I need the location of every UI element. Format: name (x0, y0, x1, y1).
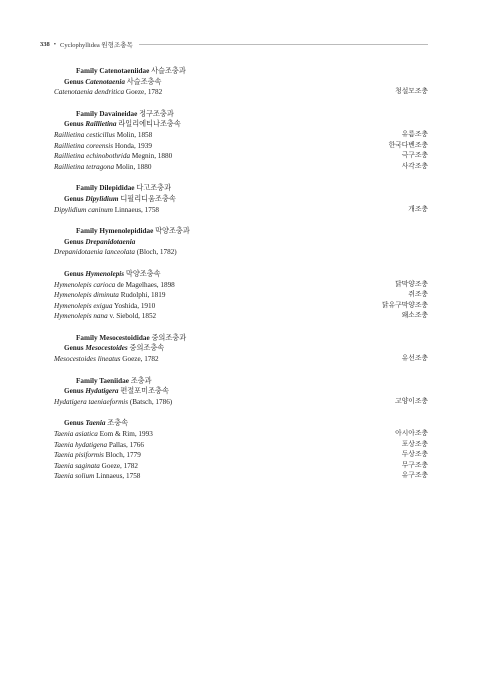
family-korean: 다고조충과 (136, 184, 172, 193)
species-author: Eom & Rim, 1993 (97, 430, 153, 439)
species-author: Honda, 1939 (113, 141, 152, 150)
species-common-name: 닭유구막양조충 (382, 301, 428, 309)
species-common-name: 극구조충 (401, 152, 428, 160)
family-heading (54, 333, 428, 344)
species-name (54, 280, 175, 291)
species-author: Molin, 1880 (114, 162, 152, 171)
genus-latin: Hymenolepis (85, 269, 125, 278)
species-common-name: 유름조충 (401, 130, 428, 138)
family-korean: 중의조충과 (151, 333, 187, 342)
genus-prefix: Genus (64, 237, 84, 246)
species-entry (54, 311, 428, 322)
species-name (54, 461, 138, 472)
family-heading (54, 66, 428, 77)
species-latin: Catenotaenia dendritica (54, 88, 125, 97)
species-latin: Taenia solium (54, 472, 95, 481)
species-author: Yoshida, 1910 (112, 301, 156, 310)
species-latin: Raillietina echinobothrida (54, 152, 131, 161)
species-latin: Dipylidium caninum (54, 205, 113, 214)
species-entry (54, 450, 428, 461)
family-latin: Family Taeniidae (76, 376, 129, 385)
family-latin: Family Davaineidae (76, 109, 138, 118)
species-entry (54, 290, 428, 301)
genus-prefix: Genus (64, 387, 84, 396)
family-latin: Family Mesocestoididae (76, 333, 150, 342)
species-entry (54, 280, 428, 291)
species-entry (54, 440, 428, 451)
species-common-name: 개조충 (408, 205, 428, 213)
genus-prefix: Genus (64, 77, 84, 86)
species-name (54, 141, 152, 152)
species-latin: Taenia pisiformis (54, 451, 104, 460)
species-name (54, 354, 159, 365)
species-author: Bloch, 1779 (103, 451, 141, 460)
species-latin: Taenia saginata (54, 461, 100, 470)
species-name (54, 162, 151, 173)
species-name (54, 87, 162, 98)
genus-korean: 조충속 (107, 419, 129, 428)
genus-latin: Taenia (85, 419, 106, 428)
species-latin: Hymenolepis exigua (54, 301, 113, 310)
species-author: (Bloch, 1782) (134, 248, 177, 257)
taxon-group (54, 226, 428, 258)
header-title: Cyclophyllidea 원형조충목 (60, 42, 133, 49)
species-latin: Raillietina tetragona (54, 162, 115, 171)
species-author: (Batsch, 1786) (128, 397, 173, 406)
species-entry (54, 429, 428, 440)
genus-latin: Hydatigera (85, 387, 119, 396)
species-common-name: 유선조충 (401, 355, 428, 363)
genus-latin: Raillietina (85, 120, 117, 129)
family-korean: 막양조충과 (155, 227, 190, 236)
genus-prefix: Genus (64, 120, 84, 129)
species-author: Linnaeus, 1758 (112, 205, 160, 214)
species-author: Goeze, 1782 (99, 461, 138, 470)
taxonomy-list (54, 66, 428, 493)
species-latin: Taenia asiatica (54, 430, 98, 439)
species-name (54, 397, 172, 408)
species-author: Molin, 1858 (114, 130, 153, 139)
genus-korean: 라일리에티나조충속 (118, 120, 181, 129)
species-author: Megnin, 1880 (130, 152, 173, 161)
genus-latin: Dipylidium (85, 194, 119, 203)
family-heading (54, 376, 428, 387)
family-korean: 정구조충과 (139, 109, 174, 118)
species-common-name: 고양이조충 (395, 397, 428, 405)
genus-korean: 중의조충속 (129, 344, 165, 353)
species-common-name: 왜소조충 (401, 312, 428, 320)
species-latin: Raillietina coreensis (54, 141, 114, 150)
species-name (54, 247, 177, 258)
genus-prefix: Genus (64, 419, 84, 428)
species-entry (54, 301, 428, 312)
genus-heading (54, 194, 428, 205)
species-common-name: 쥐조충 (408, 291, 428, 299)
species-entry (54, 471, 428, 482)
species-entry (54, 162, 428, 173)
species-author: Goeze, 1782 (120, 355, 159, 364)
species-latin: Hymenolepis carioca (54, 280, 116, 289)
taxon-group (54, 418, 428, 482)
species-name (54, 151, 172, 162)
genus-heading (54, 269, 428, 280)
species-common-name: 청설모조충 (395, 88, 428, 96)
taxon-group (54, 66, 428, 98)
species-author: v. Siebold, 1852 (107, 312, 157, 321)
genus-prefix: Genus (64, 269, 84, 278)
species-entry (54, 205, 428, 216)
genus-heading (54, 237, 428, 248)
species-author: de Magelhaes, 1898 (115, 280, 175, 289)
genus-prefix: Genus (64, 194, 84, 203)
genus-prefix: Genus (64, 344, 84, 353)
family-latin: Family Dilepididae (76, 184, 135, 193)
species-latin: Taenia hydatigena (54, 440, 108, 449)
family-korean: 사슬조충과 (151, 67, 186, 75)
family-korean: 조충과 (130, 376, 152, 385)
species-common-name: 한국다벤조충 (388, 141, 428, 149)
species-name (54, 429, 153, 440)
species-entry (54, 87, 428, 98)
species-latin: Drepanidotaenia lanceolata (54, 248, 135, 257)
genus-korean: 편절포미조충속 (120, 387, 169, 396)
species-common-name: 닭막양조충 (395, 280, 428, 288)
family-latin: Family Catenotaeniidae (76, 67, 150, 75)
species-latin: Hymenolepis nana (54, 312, 108, 321)
species-name (54, 440, 144, 451)
species-entry (54, 397, 428, 408)
genus-heading (54, 77, 428, 88)
species-author: Goeze, 1782 (124, 88, 163, 97)
species-latin: Hymenolepis diminuta (54, 291, 119, 300)
genus-heading (54, 418, 428, 429)
header-rule (139, 44, 428, 45)
species-common-name: 아시아조충 (395, 430, 428, 438)
species-name (54, 450, 141, 461)
species-entry (54, 354, 428, 365)
genus-korean: 사슬조충속 (126, 77, 162, 86)
page-number: 338 (40, 41, 50, 48)
species-name (54, 130, 152, 141)
species-name (54, 471, 140, 482)
species-name (54, 311, 156, 322)
species-latin: Mesocestoides lineatus (54, 355, 121, 364)
species-author: Rudolphi, 1819 (118, 291, 166, 300)
genus-heading (54, 386, 428, 397)
genus-korean: 디필리디움조충속 (120, 194, 176, 203)
species-common-name: 두상조충 (401, 451, 428, 459)
species-name (54, 205, 159, 216)
species-entry (54, 151, 428, 162)
family-heading (54, 109, 428, 120)
genus-latin: Catenotaenia (85, 77, 125, 86)
header-bullet: • (53, 41, 57, 48)
genus-heading (54, 343, 428, 354)
genus-latin: Drepanidotaenia (85, 237, 136, 246)
species-entry (54, 247, 428, 258)
taxon-group (54, 109, 428, 173)
species-common-name: 유구조충 (401, 472, 428, 480)
species-name (54, 290, 165, 301)
genus-heading (54, 119, 428, 130)
species-author: Pallas, 1766 (107, 440, 144, 449)
species-latin: Hydatigera taeniaeformis (54, 397, 129, 406)
species-entry (54, 130, 428, 141)
taxon-group (54, 183, 428, 215)
species-author: Linnaeus, 1758 (94, 472, 141, 481)
family-latin: Family Hymenolepididae (76, 227, 154, 236)
species-common-name: 무구조충 (401, 461, 428, 469)
species-common-name: 포상조충 (401, 440, 428, 448)
species-entry (54, 141, 428, 152)
genus-korean: 막양조충속 (125, 269, 161, 278)
family-heading (54, 226, 428, 237)
genus-latin: Mesocestoides (85, 344, 128, 353)
family-heading (54, 183, 428, 194)
taxon-group (54, 333, 428, 365)
species-common-name: 사각조충 (401, 162, 428, 170)
species-entry (54, 461, 428, 472)
taxon-group (54, 269, 428, 322)
species-latin: Raillietina cesticillus (54, 130, 115, 139)
species-name (54, 301, 155, 312)
taxon-group (54, 376, 428, 408)
running-header (40, 40, 428, 49)
